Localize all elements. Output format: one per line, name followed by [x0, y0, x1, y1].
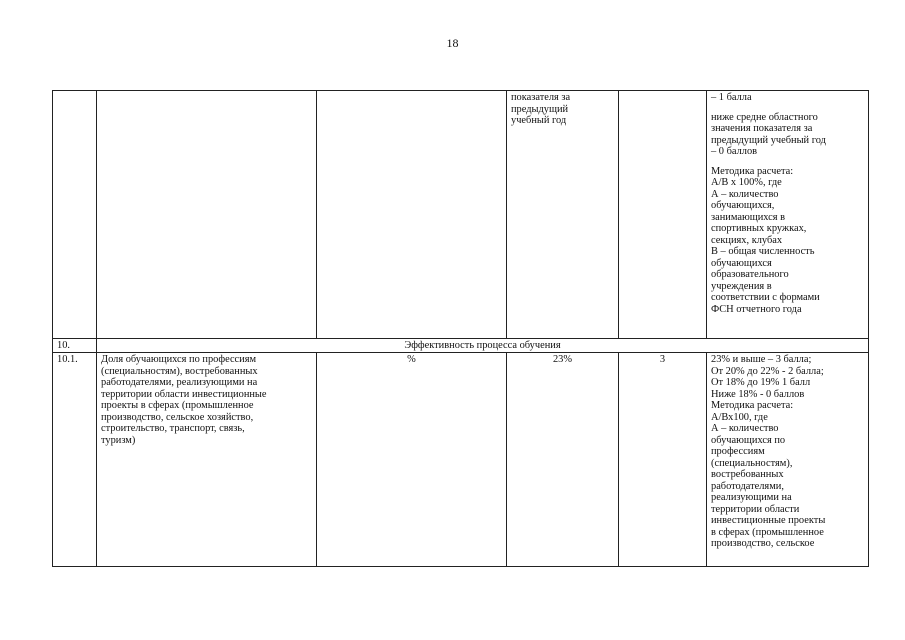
indicator-name-cell — [97, 353, 317, 567]
table-row-continued — [53, 91, 869, 339]
value-cell: 23% — [507, 353, 619, 567]
cell-criteria-continued — [707, 91, 869, 339]
indicator-tail-text: показателя за предыдущий учебный год — [511, 92, 571, 126]
row-number: 10.1. — [53, 353, 97, 567]
cell-score-empty — [619, 91, 707, 339]
section-number: 10. — [53, 339, 97, 353]
cell-number-empty — [53, 91, 97, 339]
criteria-table — [52, 90, 869, 567]
table-row — [53, 353, 869, 567]
cell-unit-empty — [317, 91, 507, 339]
criteria-paragraph: – 1 балла — [711, 92, 752, 103]
criteria-paragraph: Методика расчета: А/В х 100%, где А – количество обучающихся, занимающихся в спортивных кружках, секциях, клубах В – общая численность обучающихся образовательного учреждения в соответствии с формами ФСН отчетного года — [711, 165, 820, 315]
score-cell: 3 — [619, 353, 707, 567]
cell-indicator-tail — [507, 91, 619, 339]
section-title: Эффективность процесса обучения — [97, 339, 869, 353]
criteria-cell — [707, 353, 869, 567]
criteria-text: 23% и выше – 3 балла; От 20% до 22% - 2 балла; От 18% до 19% 1 балл Ниже 18% - 0 баллов Методика расчета: А/Вх100, где А – количество обучающихся по профессиям (специальностям), востребованных работодателями, реализующими на территории области инвестиционные проекты в сферах (промышленное производство, сельское — [711, 354, 826, 549]
cell-name-empty — [97, 91, 317, 339]
unit-cell: % — [317, 353, 507, 567]
section-row — [53, 339, 869, 353]
indicator-name: Доля обучающихся по профессиям (специальностям), востребованных работодателями, реализующими на территории области инвестиционные проекты в сферах (промышленное производство, сельское хозяйство, строительство, транспорт, связь, туризм) — [101, 354, 267, 446]
criteria-paragraph: ниже средне областного значения показателя за предыдущий учебный год – 0 баллов — [711, 111, 826, 157]
page-number: 18 — [446, 36, 459, 50]
